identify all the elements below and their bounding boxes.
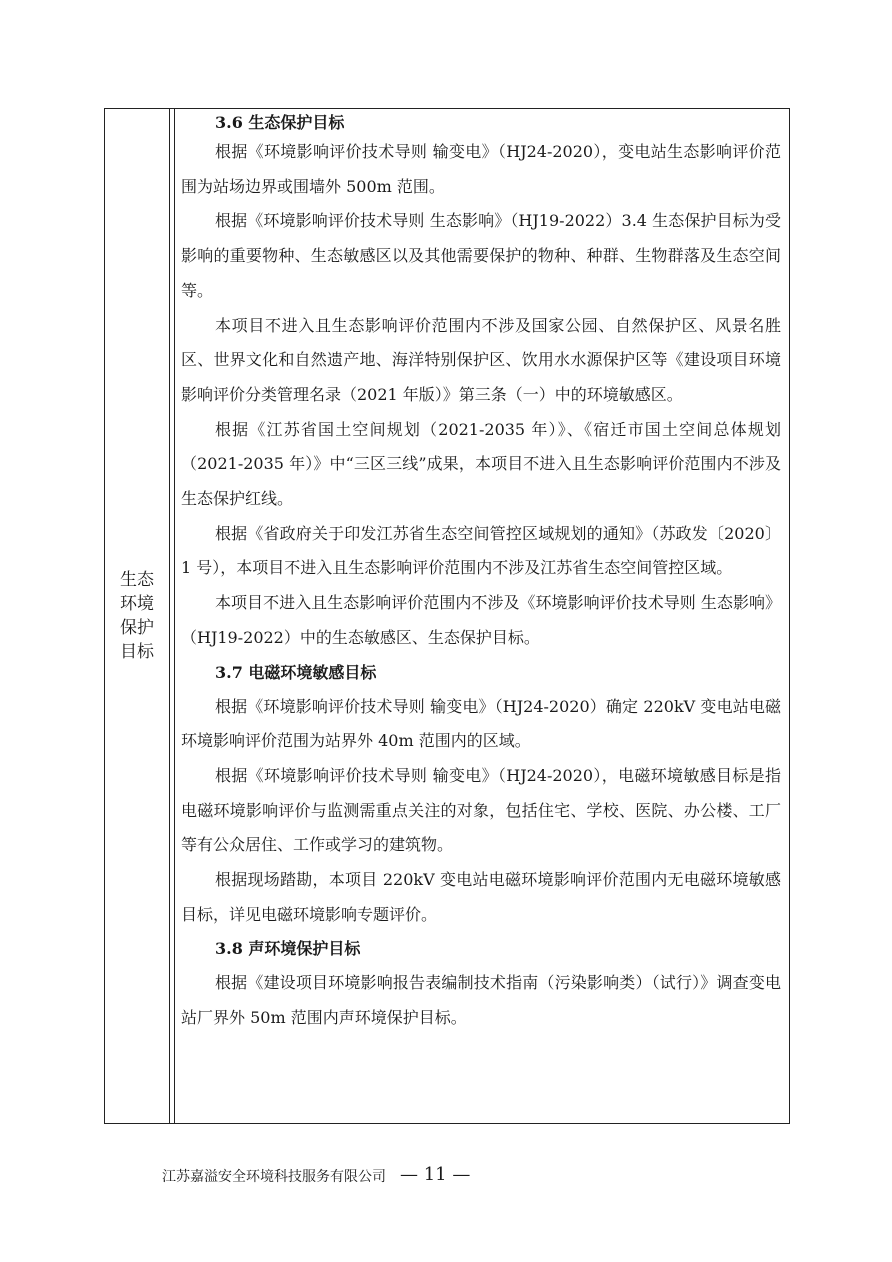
footer-company: 江苏嘉溢安全环境科技服务有限公司 [162,1169,386,1185]
paragraph: 根据现场踏勘，本项目 220kV 变电站电磁环境影响评价范围内无电磁环境敏感目标，详见电磁环境影响专题评价。 [181,870,781,924]
row-label: 生态环境保护目标 [120,570,154,662]
paragraph: 根据《江苏省国土空间规划（2021-2035 年）》、《宿迁市国土空间总体规划（2021-2035 年）》中“三区三线”成果，本项目不进入且生态影响评价范围内不涉及生态保护红线。 [181,419,781,509]
section-heading: 3.8 声环境保护目标 [215,939,361,959]
row-label-cell [105,109,170,1123]
paragraph: 根据《省政府关于印发江苏省生态空间管控区域规划的通知》（苏政发〔2020〕1 号），本项目不进入且生态影响评价范围内不涉及江苏省生态空间管控区域。 [181,523,781,578]
column-divider [174,109,175,1123]
page-number: — 11 — [400,1164,471,1185]
paragraph: 根据《环境影响评价技术导则 输变电》（HJ24-2020），电磁环境敏感目标是指电磁环境影响评价与监测需重点关注的对象，包括住宅、学校、医院、办公楼、工厂等有公众居住、工作或学习的建筑物。 [181,765,781,855]
paragraph: 本项目不进入且生态影响评价范围内不涉及《环境影响评价技术导则 生态影响》（HJ19-2022）中的生态敏感区、生态保护目标。 [181,593,781,647]
paragraph: 根据《建设项目环境影响报告表编制技术指南（污染影响类）（试行）》调查变电站厂界外 50m 范围内声环境保护目标。 [181,973,781,1028]
section-heading: 3.6 生态保护目标 [215,113,345,132]
content-table [104,108,790,1124]
paragraph: 根据《环境影响评价技术导则 生态影响》（HJ19-2022）3.4 生态保护目标为受影响的重要物种、生态敏感区以及其他需要保护的物种、种群、生物群落及生态空间等。 [181,211,781,300]
paragraph: 根据《环境影响评价技术导则 输变电》（HJ24-2020）确定 220kV 变电站电磁环境影响评价范围为站界外 40m 范围内的区域。 [181,696,781,751]
paragraph: 根据《环境影响评价技术导则 输变电》（HJ24-2020），变电站生态影响评价范围为站场边界或围墙外 500m 范围。 [181,142,781,196]
section-heading: 3.7 电磁环境敏感目标 [215,662,377,682]
content-cell [181,109,781,1036]
paragraph: 本项目不进入且生态影响评价范围内不涉及国家公园、自然保护区、风景名胜区、世界文化和自然遗产地、海洋特别保护区、饮用水水源保护区等《建设项目环境影响评价分类管理名录（2021 年版）》第三条（一）中的环境敏感区。 [181,315,781,404]
